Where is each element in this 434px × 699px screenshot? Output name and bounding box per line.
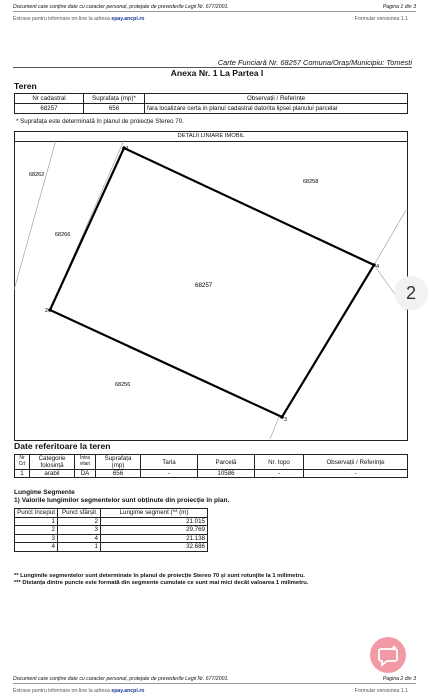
point-2-label: 2 bbox=[45, 308, 49, 314]
point-2-marker bbox=[48, 308, 52, 312]
teren-area: 656 bbox=[84, 104, 145, 114]
ref-tarla: - bbox=[141, 470, 198, 478]
ref-intravilan: DA bbox=[75, 470, 96, 478]
header-extract bbox=[13, 16, 144, 22]
ref-obs: - bbox=[304, 470, 408, 478]
segments-title: Lungime Segmente bbox=[14, 489, 75, 496]
table-row bbox=[15, 517, 208, 526]
point-4-label: 4 bbox=[376, 264, 380, 270]
footer-rule bbox=[13, 683, 416, 684]
segment-end: 2 bbox=[58, 517, 101, 526]
footer-form-version: Formular versiunea 1.1 bbox=[354, 688, 408, 694]
detail-title: DETALII LINIARE IMOBIL bbox=[15, 132, 407, 142]
ref-nr: 1 bbox=[15, 470, 30, 478]
teren-header-cadastral: Nr cadastral bbox=[15, 94, 84, 104]
segment-start: 1 bbox=[15, 517, 58, 526]
segments-header-start: Punct început bbox=[15, 509, 58, 518]
header-extract-link[interactable]: epay.ancpi.ro bbox=[111, 16, 145, 22]
teren-header-row bbox=[15, 94, 408, 104]
neighbor-68256: 68256 bbox=[115, 382, 131, 388]
segment-end: 4 bbox=[58, 534, 101, 543]
header-extract-prefix: Extrase pentru informare on-line la adresa bbox=[13, 16, 112, 22]
footer-page: Pagina 2 din 3 bbox=[382, 676, 416, 682]
annex-title: Anexa Nr. 1 La Partea I bbox=[170, 68, 264, 78]
teren-row bbox=[15, 104, 408, 114]
ref-table bbox=[14, 454, 408, 478]
segments-header-end: Punct sfârșit bbox=[58, 509, 101, 518]
point-1-label: 1 bbox=[126, 146, 130, 152]
footer-extract-link[interactable]: epay.ancpi.ro bbox=[111, 688, 145, 694]
chat-button[interactable] bbox=[370, 637, 406, 673]
ref-section-title: Date referitoare la teren bbox=[14, 441, 111, 451]
neighbor-line-left bbox=[14, 140, 56, 290]
segment-start: 2 bbox=[15, 526, 58, 535]
neighbor-68266: 68266 bbox=[55, 232, 71, 238]
teren-note: * Suprafața este determinată în planul de proiecție Stereo 70. bbox=[16, 118, 184, 125]
table-row bbox=[15, 526, 208, 535]
point-3-label: 3 bbox=[284, 417, 288, 423]
ref-header-category: Categorie folosință bbox=[30, 455, 75, 470]
ref-header-nr: Nr Crt bbox=[15, 455, 30, 470]
neighbor-line-right bbox=[374, 210, 406, 265]
ref-header-parcela: Parcelă bbox=[198, 455, 255, 470]
teren-section-title: Teren bbox=[14, 81, 37, 91]
footer-notice: Document care conține date cu caracter personal, protejate de prevederile Legii Nr. 677/2001. bbox=[13, 676, 229, 682]
table-row bbox=[15, 534, 208, 543]
segment-length: 32.686 bbox=[101, 543, 208, 552]
segment-end: 1 bbox=[58, 543, 101, 552]
footer-extract-prefix: Extrase pentru informare on-line la adresa bbox=[13, 688, 112, 694]
teren-table bbox=[14, 93, 408, 114]
segment-length: 29.769 bbox=[101, 526, 208, 535]
cf-title: Carte Funciară Nr. 68257 Comuna/Oraș/Municipiu: Tomesti bbox=[217, 58, 412, 67]
teren-obs: fara localizare certa in planul cadastral datorita lipsei planului parcelar bbox=[145, 104, 408, 114]
segment-start: 4 bbox=[15, 543, 58, 552]
ref-header-intravilan: Intra vilan bbox=[75, 455, 96, 470]
teren-header-obs: Observații / Referințe bbox=[145, 94, 408, 104]
parcel-plot bbox=[14, 140, 406, 439]
segments-header-row bbox=[15, 509, 208, 518]
segments-note-2: *** Distanța dintre puncte este formată din segmente cumulate ce sunt mai mici decât valoarea 1 milimetru. bbox=[14, 580, 309, 586]
segments-header-length: Lungime segment (** (m) bbox=[101, 509, 208, 518]
header-notice: Document care conține date cu caracter personal, protejate de prevederile Legii Nr. 677/2001. bbox=[13, 4, 229, 10]
ref-header-topo: Nr. topo bbox=[255, 455, 304, 470]
teren-cadastral: 68257 bbox=[15, 104, 84, 114]
ref-parcela: 10586 bbox=[198, 470, 255, 478]
ref-row bbox=[15, 470, 408, 478]
segment-length: 21.138 bbox=[101, 534, 208, 543]
header-page: Pagina 1 din 3 bbox=[382, 4, 416, 10]
ref-header-row bbox=[15, 455, 408, 470]
table-row bbox=[15, 543, 208, 552]
header-rule bbox=[13, 11, 416, 12]
parcel-number: 68257 bbox=[195, 282, 213, 289]
neighbor-68262: 68262 bbox=[29, 172, 45, 178]
segments-subtitle: 1) Valorile lungimilor segmentelor sunt obținute din proiecție în plan. bbox=[14, 497, 230, 504]
neighbor-68258: 68258 bbox=[303, 179, 319, 185]
segments-note-1: ** Lungimile segmentelor sunt determinate în planul de proiecție Stereo 70 și sunt rotunjite la 1 milimetru. bbox=[14, 573, 305, 579]
segments-table bbox=[14, 508, 208, 552]
ref-header-obs: Observații / Referințe bbox=[304, 455, 408, 470]
neighbor-line-bottom bbox=[270, 417, 279, 439]
ref-topo: - bbox=[255, 470, 304, 478]
header-form-version: Formular versiunea 1.1 bbox=[354, 16, 408, 22]
segment-length: 21.015 bbox=[101, 517, 208, 526]
ref-category: arabil bbox=[30, 470, 75, 478]
ref-area: 656 bbox=[96, 470, 141, 478]
segment-end: 3 bbox=[58, 526, 101, 535]
ref-header-area: Suprafața (mp) bbox=[96, 455, 141, 470]
segment-start: 3 bbox=[15, 534, 58, 543]
footer-extract bbox=[13, 688, 144, 694]
chat-icon bbox=[370, 637, 406, 673]
teren-header-area: Suprafața (mp)* bbox=[84, 94, 145, 104]
ref-header-tarla: Tarla bbox=[141, 455, 198, 470]
page-number-badge[interactable]: 2 bbox=[394, 276, 428, 310]
